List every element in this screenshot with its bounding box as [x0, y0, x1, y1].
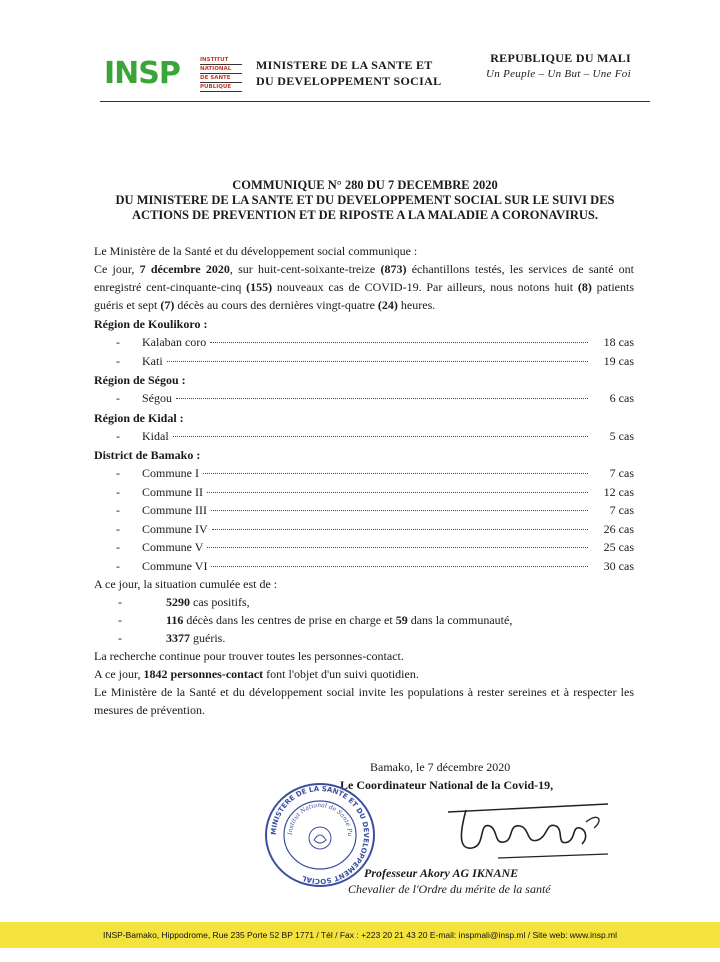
- case-count: 7 cas: [609, 503, 634, 517]
- bullet: -: [116, 503, 120, 517]
- new-cases-count: (155): [246, 280, 273, 294]
- region-heading: Région de Koulikoro :: [94, 317, 208, 331]
- region-heading: District de Bamako :: [94, 448, 201, 462]
- contacts-count: 1842 personnes-contact: [143, 667, 264, 681]
- summary-text: [166, 593, 250, 611]
- location-name: Commune III: [142, 503, 207, 517]
- svg-text:Institut National de Santé Pub: Institut National de Santé Pu: [286, 801, 354, 837]
- ministry-line-2: DU DEVELOPPEMENT SOCIAL: [256, 74, 442, 88]
- footer-contact-text: INSP-Bamako, Hippodrome, Rue 235 Porte 52 BP 1771 / Tél / Fax : +223 20 21 43 20 E-mail: inspmali@insp.ml / Site web: www.insp.ml: [102, 930, 618, 940]
- text-run: décès au cours des dernières vingt-quatre: [174, 298, 378, 312]
- bullet: -: [116, 353, 120, 368]
- header-divider: [100, 101, 650, 102]
- title-line-1: COMMUNIQUE N° 280 DU 7 DECEMBRE 2020: [232, 178, 498, 192]
- bullet: -: [116, 558, 120, 573]
- text-run: A ce jour,: [94, 667, 144, 681]
- bullet: -: [116, 428, 120, 443]
- signer-name: Professeur Akory AG IKNANE: [364, 866, 519, 880]
- case-row: [94, 483, 634, 502]
- text-run: , sur huit-cent-soixante-treize: [229, 262, 381, 276]
- case-count: 7 cas: [609, 466, 634, 480]
- bullet: -: [116, 466, 120, 480]
- text-run: font l'objet d'un suivi quotidien.: [263, 667, 419, 681]
- location-name: Kidal: [142, 428, 169, 443]
- location-name: Commune I: [142, 466, 199, 480]
- case-row: [94, 333, 634, 352]
- case-row: [94, 427, 634, 446]
- dot-leader: [203, 473, 588, 474]
- text-run: heures.: [397, 298, 436, 312]
- cumulative-positive: 5290: [166, 595, 190, 609]
- dot-leader: [211, 566, 588, 567]
- closing-line-2: [94, 665, 634, 683]
- case-count: 30 cas: [603, 558, 634, 573]
- case-count: 26 cas: [603, 521, 634, 536]
- dot-leader: [173, 436, 588, 437]
- signature-block: [340, 758, 640, 794]
- bullet: -: [116, 391, 120, 405]
- regions-list: [94, 315, 634, 575]
- case-count: 5 cas: [609, 428, 634, 443]
- ministry-stamp: [262, 780, 378, 890]
- ministry-line-1: MINISTERE DE LA SANTE ET: [256, 58, 433, 72]
- place-and-date: Bamako, le 7 décembre 2020: [370, 760, 511, 774]
- coordinator-title: Le Coordinateur National de la Covid-19,: [340, 778, 554, 792]
- logo-institute-name: [200, 56, 242, 92]
- dot-leader: [212, 529, 588, 530]
- bullet: -: [116, 484, 120, 499]
- location-name: Commune IV: [142, 521, 208, 536]
- insp-logo: [104, 52, 244, 96]
- location-name: Kati: [142, 353, 163, 368]
- location-name: Commune II: [142, 484, 203, 499]
- cumulative-deaths-community: 59: [395, 613, 408, 627]
- bullet: -: [118, 613, 122, 627]
- deaths-count: (7): [160, 298, 175, 312]
- title-line-2: DU MINISTERE DE LA SANTE ET DU DEVELOPPEMENT SOCIAL SUR LE SUIVI DES: [115, 193, 615, 207]
- closing-line-1: La recherche continue pour trouver toutes les personnes-contact.: [94, 649, 404, 663]
- handwritten-signature: [438, 792, 618, 864]
- bullet: -: [116, 521, 120, 536]
- location-name: Commune VI: [142, 558, 208, 573]
- republic-name: REPUBLIQUE DU MALI: [490, 51, 631, 65]
- location-name: Kalaban coro: [142, 335, 207, 349]
- footer-contact-bar: [0, 922, 720, 948]
- logo-line: PUBLIQUE: [200, 83, 242, 92]
- text-run: guéris.: [190, 631, 226, 645]
- insp-logo-mark: [104, 54, 180, 94]
- case-row: [94, 501, 634, 520]
- intro-line: Le Ministère de la Santé et du développement social communique :: [94, 244, 418, 258]
- region-heading: Région de Ségou :: [94, 373, 186, 387]
- bullet: -: [118, 595, 122, 609]
- case-count: 18 cas: [603, 335, 634, 349]
- region-heading: Région de Kidal :: [94, 410, 184, 425]
- dot-leader: [207, 492, 588, 493]
- logo-line: NATIONAL: [200, 65, 242, 74]
- case-row: [94, 352, 634, 371]
- case-row: [94, 538, 634, 557]
- bullet: -: [116, 335, 120, 349]
- logo-letters: INSP: [104, 56, 180, 91]
- case-count: 25 cas: [603, 540, 634, 554]
- text-run: échantillons testés, les services de santé ont enregistré cent-cinquante-cinq: [94, 262, 634, 294]
- ministry-heading: [256, 57, 441, 89]
- case-count: 12 cas: [603, 484, 634, 499]
- svg-text:MINISTERE DE LA SANTE ET DU DE: MINISTERE DE LA SANTE ET DU DEVELOPPEMENT SOCIAL: [269, 784, 371, 886]
- national-motto: Un Peuple – Un But – Une Foi: [486, 68, 631, 80]
- bullet: -: [116, 540, 120, 554]
- text-run: nouveaux cas de COVID-19. Par ailleurs, nous notons huit: [272, 280, 578, 294]
- case-row: [94, 557, 634, 576]
- title-line-3: ACTIONS DE PREVENTION ET DE RIPOSTE A LA MALADIE A CORONAVIRUS.: [132, 208, 598, 222]
- location-name: Ségou: [142, 391, 172, 405]
- case-row: [94, 520, 634, 539]
- text-run: patients guéris et sept: [94, 280, 635, 312]
- dot-leader: [207, 547, 588, 548]
- summary-text: [166, 611, 512, 629]
- location-name: Commune V: [142, 540, 204, 554]
- tests-count: (873): [380, 262, 407, 276]
- cumulative-recovered: 3377: [166, 631, 190, 645]
- cumulative-deaths-centers: 116: [166, 613, 184, 627]
- dot-leader: [176, 398, 588, 399]
- intro-paragraph: [94, 260, 634, 314]
- text-run: cas positifs,: [190, 595, 250, 609]
- summary-intro: A ce jour, la situation cumulée est de :: [94, 577, 278, 591]
- dot-leader: [167, 361, 588, 362]
- recovered-count: (8): [577, 280, 592, 294]
- summary-item: [94, 593, 634, 611]
- text-run: dans la communauté,: [407, 613, 513, 627]
- signer-honor: Chevalier de l'Ordre du mérite de la santé: [348, 882, 551, 896]
- case-row: [94, 464, 634, 483]
- closing-line-3: Le Ministère de la Santé et du développement social invite les populations à rester sereines et à respecter les mesures de prévention.: [94, 685, 634, 717]
- logo-line: INSTITUT: [200, 56, 242, 65]
- case-row: [94, 389, 634, 408]
- case-count: 19 cas: [603, 353, 634, 368]
- text-run: décès dans les centres de prise en charge et: [183, 613, 396, 627]
- communique-body: [94, 242, 634, 719]
- summary-text: [166, 629, 225, 647]
- summary-item: [94, 611, 634, 629]
- report-date: 7 décembre 2020: [139, 262, 230, 276]
- text-run: Ce jour,: [94, 262, 140, 276]
- dot-leader: [211, 510, 588, 511]
- logo-line: DE SANTE: [200, 74, 242, 83]
- case-count: 6 cas: [609, 391, 634, 405]
- dot-leader: [210, 342, 588, 343]
- hours-count: (24): [377, 298, 398, 312]
- communique-title: [90, 178, 640, 223]
- republic-heading: [486, 50, 631, 82]
- summary-item: [94, 629, 634, 647]
- bullet: -: [118, 631, 122, 645]
